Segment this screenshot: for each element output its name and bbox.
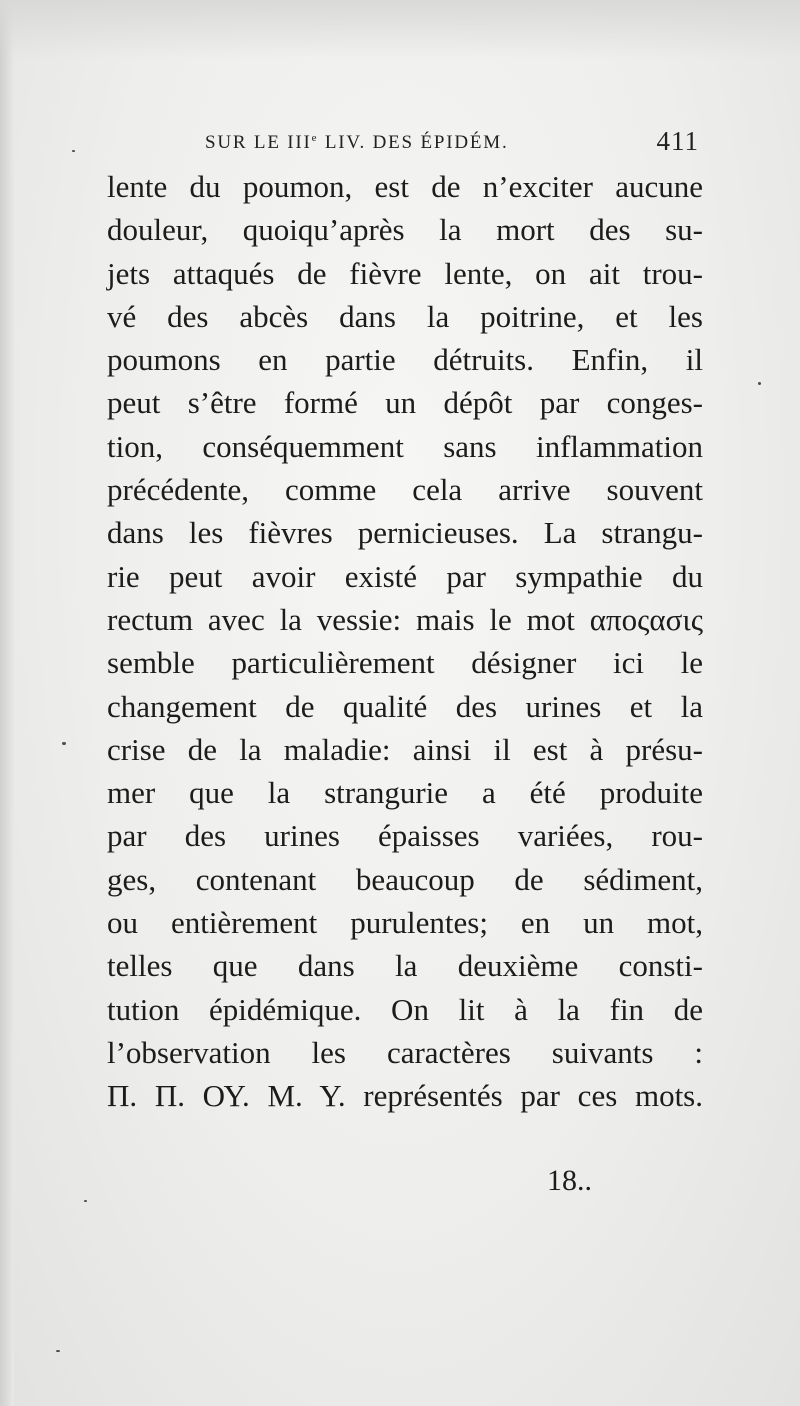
- text-line: semble particulièrement désigner ici le: [107, 645, 703, 681]
- text-line: mer que la strangurie a été produite: [107, 775, 703, 811]
- running-head: [205, 126, 705, 162]
- page-number: 411: [656, 126, 699, 156]
- text-line: telles que dans la deuxième consti-: [107, 948, 703, 984]
- text-line: jets attaqués de fièvre lente, on ait trou-: [107, 255, 703, 291]
- body-text: [107, 165, 703, 1118]
- signature-mark: 18..: [547, 1164, 592, 1197]
- text-line: précédente, comme cela arrive souvent: [107, 472, 703, 508]
- page-gutter-shadow: [0, 0, 14, 1406]
- text-line: peut s’être formé un dépôt par conges-: [107, 385, 703, 421]
- text-line: rie peut avoir existé par sympathie du: [107, 558, 703, 594]
- page-top-shadow: [0, 0, 800, 60]
- paper-speck: [56, 1350, 60, 1352]
- running-head-superscript: e: [311, 132, 319, 144]
- text-line: ges, contenant beaucoup de sédiment,: [107, 861, 703, 897]
- paper-speck: [758, 382, 761, 385]
- paper-speck: [72, 150, 75, 152]
- text-line: par des urines épaisses variées, rou-: [107, 818, 703, 854]
- paper-speck: [62, 742, 66, 745]
- text-line: poumons en partie détruits. Enfin, il: [107, 342, 703, 378]
- running-head-title-start: SUR LE III: [205, 132, 312, 153]
- paper-speck: [84, 1200, 87, 1202]
- text-line: rectum avec la vessie: mais le mot αποςασις: [107, 601, 703, 637]
- text-line: ou entièrement purulentes; en un mot,: [107, 905, 703, 941]
- running-head-title-end: LIV. DES ÉPIDÉM.: [318, 132, 509, 153]
- text-line: lente du poumon, est de n’exciter aucune: [107, 169, 703, 204]
- text-line: vé des abcès dans la poitrine, et les: [107, 298, 703, 334]
- text-line: changement de qualité des urines et la: [107, 688, 703, 724]
- text-line: l’observation les caractères suivants :: [107, 1034, 703, 1070]
- text-line: Π. Π. ΟΥ. Μ. Υ. représentés par ces mots.: [107, 1078, 703, 1114]
- text-line: dans les fièvres pernicieuses. La strangu-: [107, 515, 703, 551]
- text-line: tution épidémique. On lit à la fin de: [107, 991, 703, 1027]
- running-head-title: [205, 132, 509, 154]
- text-line: douleur, quoiqu’après la mort des su-: [107, 212, 703, 248]
- text-line: tion, conséquemment sans inflammation: [107, 428, 703, 464]
- text-line: crise de la maladie: ainsi il est à présu-: [107, 731, 703, 767]
